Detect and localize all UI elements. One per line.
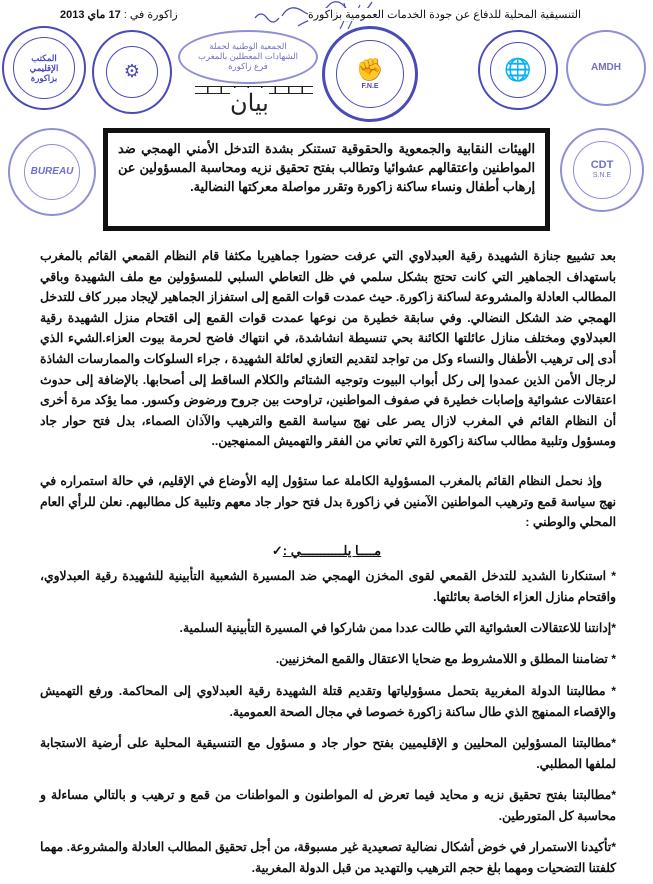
stamp-fne-abbr: F.N.E bbox=[361, 83, 379, 90]
document-date bbox=[60, 8, 178, 21]
stamp-regional-office bbox=[2, 26, 86, 110]
stamp-cdt-abbr: S.N.E bbox=[592, 172, 612, 180]
stamp-environment-association bbox=[8, 128, 96, 216]
globe-icon: 🌐 bbox=[504, 56, 532, 82]
stamp-amdh-secondary bbox=[566, 30, 646, 106]
stamp-line: فرع زاكورة bbox=[228, 60, 268, 71]
stamp-amdh bbox=[478, 30, 558, 110]
list-heading-text: مــــا يلـــــــــــي : bbox=[282, 543, 382, 558]
date-day: 17 bbox=[108, 9, 121, 21]
summary-box: الهيئات النقابية والجمعوية والحقوقية تستنكر بشدة التدخل الأمني الهمجي ضد المواطنين واعتقالهم عشوائيا وتطالب بفتح تحقيق نزيه ومحاسبة المسؤولين عن إرهاب أطفال ونساء ساكنة زاكورة وتقرر مواصلة معركتها النضالية. bbox=[103, 128, 550, 231]
stamp-cdt bbox=[560, 128, 644, 212]
body-paragraph-1: بعد تشييع جنازة الشهيدة رقية العبدلاوي التي عرفت حضورا جماهيريا مكثفا قام النظام القمعي القائم بالمغرب باستهداف الجماهير التي كانت تحتج بشكل سلمي في ظل التعاطي السلبي للمسؤولين مع ملف الشهيدة وباقي المطالب العادلة والمشروعة لساكنة زاكورة. حيث عمدت قوات القمع إلى استفزاز الجماهير لإيجاد مبرر كاف للتدخل الهمجي ضد الشكل النضالي. وفي سابقة خطيرة من نوعها عمدت قوات القمع إلى اقتحام منزل الشهيدة رقية العبدلاوي ومختلف منازل عائلتها الكائنة بحي تنسيطة انشاشدة، في انتهاك فاضح لحرمة بيوت العزاء.الشيء الذي أدى إلى ترهيب الأطفال والنساء وكل من تواجد لتقديم التعازي لعائلة الشهيدة ، جراء السلوكات والممارسات الشاذة لرجال الأمن الذين عمدوا إلى ركل أبواب البيوت وتوجيه الشتائم والكلام الساقط إلى أصحابها. بالإضافة إلى حدوث اعتقالات عشوائية وإصابات خطيرة في صفوف المواطنين، تراوحت بين جروح ورضوض وكسور. مما يؤكد مرة أخرى أن النظام القائم في المغرب لازال يصر على نهج سياسة القمع والترهيب والآذان الصماء، بدل فتح حوار جاد ومسؤول وتلبية مطالب ساكنة زاكورة التي تعاني من الفقر والتهميش الممنهجين.. bbox=[40, 249, 616, 449]
stamp-line: الشهادات المعطلين بالمغرب bbox=[198, 51, 298, 62]
demand-item: * تضامننا المطلق و اللامشروط مع ضحايا الاعتقال والقمع المخزنيين. bbox=[275, 652, 616, 666]
demand-item: *مطالبتنا بفتح تحقيق نزيه و محايد فيما تعرض له المواطنون و المواطنات من قمع و ترهيب و بالتالي مساءلة و محاسبة كل المتورطين. bbox=[40, 788, 616, 823]
stamp-fne bbox=[322, 26, 418, 122]
demand-item: * مطالبتنا الدولة المغربية بتحمل مسؤولياتها وتقديم قتلة الشهيدة رقية العبدلاوي إلى المحاكمة. ورفع التهميش والإقصاء الممنهج الذي طال ساكنة زاكورة خصوصا في مجال الصحة العمومية. bbox=[40, 684, 616, 719]
checkmark-icon: ✓ bbox=[271, 543, 283, 558]
organization-name: التنسيقية المحلية للدفاع عن جودة الخدمات العمومية بزاكورة bbox=[307, 9, 581, 21]
stamp-cdt-center: CDT bbox=[590, 159, 614, 172]
document-type-title: بيان bbox=[230, 89, 269, 117]
date-month-year: ماي 2013 bbox=[60, 9, 106, 21]
demand-item: * استنكارنا الشديد للتدخل القمعي لقوى المخزن الهمجي ضد المسيرة الشعبية التأبينية للشهيدة رقية العبدلاوي، واقتحام منازل العزاء الخاصة بعائلتها. bbox=[40, 569, 616, 604]
date-prefix: زاكورة في : bbox=[123, 9, 178, 21]
demand-item: *إدانتنا للاعتقالات العشوائية التي طالت عددا ممن شاركوا في المسيرة التأبينية السلمية. bbox=[179, 621, 616, 635]
demand-item: *تأكيدنا الاستمرار في خوض أشكال نضالية تصعيدية غير مسبوقة، من أجل تحقيق المطالب العادلة والمشروعة. مهما كلفتنا التضحيات ومهما بلغ حجم الترهيب والتهديد من قبل الدولة المغربية. bbox=[40, 840, 616, 875]
stamp-environment-center: BUREAU bbox=[30, 166, 74, 177]
fist-icon: ✊ bbox=[356, 56, 384, 82]
stamp-amdh-secondary-text: AMDH bbox=[591, 62, 621, 73]
list-heading bbox=[0, 543, 653, 559]
stamp-line: الجمعية الوطنية لحملة bbox=[209, 41, 287, 52]
stamp-national-union bbox=[92, 30, 172, 114]
gear-emblem-icon: ⚙ bbox=[123, 61, 141, 82]
demand-item: *مطالبتنا المسؤولين المحليين و الإقليميين بفتح حوار جاد و مسؤول مع التنسيقية المحلية على أرضية الاستجابة لملفها المطلبي. bbox=[40, 736, 616, 771]
stamp-unemployed-graduates bbox=[178, 30, 318, 84]
stamp-regional-office-center: المكتب الإقليمي بزاكورة bbox=[29, 52, 59, 84]
body-paragraph-2: وإذ نحمل النظام القائم بالمغرب المسؤولية الكاملة عما ستؤول إليه الأوضاع في الإقليم، في حالة استمراره في نهج سياسة قمع وترهيب المواطنين الآمنين في زاكورة بدل فتح حوار جاد معهم وتلبية كل مطالبهم. نعلن للرأي العام المحلي والوطني : bbox=[40, 474, 616, 530]
